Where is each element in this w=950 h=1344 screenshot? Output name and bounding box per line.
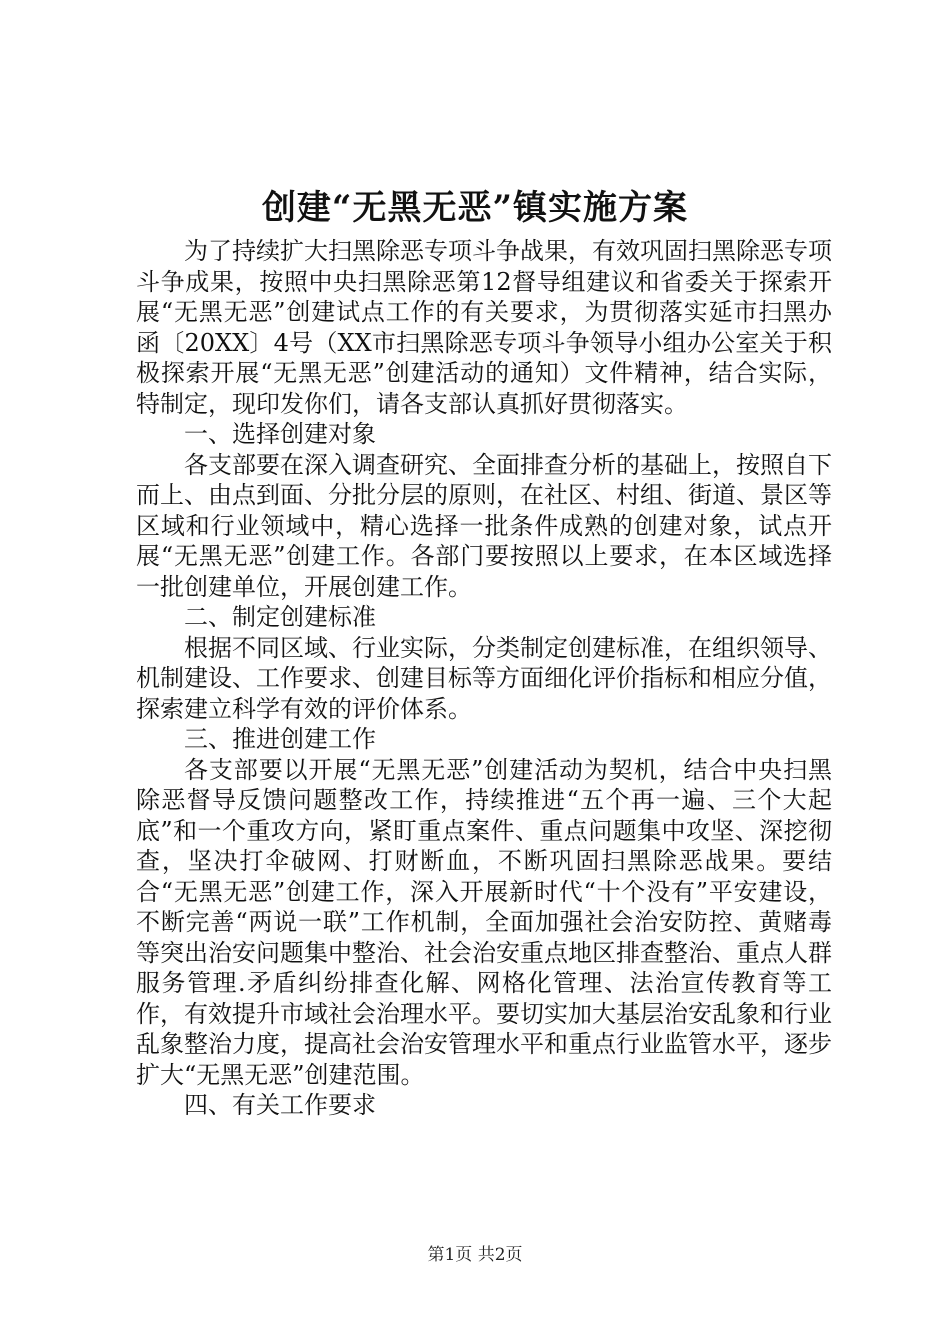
section-heading-1: 一、选择创建对象 bbox=[184, 420, 376, 448]
document-title: 创建“无黑无恶”镇实施方案 bbox=[261, 188, 689, 228]
intro-paragraph: 为了持续扩大扫黑除恶专项斗争战果，有效巩固扫黑除恶专项斗争成果，按照中央扫黑除恶第12督导组建议和省委关于探索开展“无黑无恶”创建试点工作的有关要求，为贯彻落实延市扫黑办函〔20XX〕4号（XX市扫黑除恶专项斗争领导小组办公室关于积极探索开展“无黑无恶”创建活动的通知）文件精神，结合实际，特制定，现印发你们，请各支部认真抓好贯彻落实。 bbox=[136, 237, 832, 418]
section-heading-3: 三、推进创建工作 bbox=[184, 725, 376, 753]
section-1-paragraph: 各支部要在深入调查研究、全面排查分析的基础上，按照自下而上、由点到面、分批分层的原则，在社区、村组、街道、景区等区域和行业领域中，精心选择一批条件成熟的创建对象，试点开展“无黑无恶”创建工作。各部门要按照以上要求，在本区域选择一批创建单位，开展创建工作。 bbox=[136, 450, 832, 601]
document-body bbox=[136, 236, 832, 1121]
section-heading-2: 二、制定创建标准 bbox=[184, 603, 376, 631]
section-3-paragraph: 各支部要以开展“无黑无恶”创建活动为契机，结合中央扫黑除恶督导反馈问题整改工作，持续推进“五个再一遍、三个大起底”和一个重攻方向，紧盯重点案件、重点问题集中攻坚、深挖彻查，坚决打伞破网、打财断血，不断巩固扫黑除恶战果。要结合“无黑无恶”创建工作，深入开展新时代“十个没有”平安建设，不断完善“两说一联”工作机制，全面加强社会治安防控、黄赌毒等突出治安问题集中整治、社会治安重点地区排查整治、重点人群服务管理.矛盾纠纷排查化解、网格化管理、法治宣传教育等工作，有效提升市域社会治理水平。要切实加大基层治安乱象和行业乱象整治力度，提高社会治安管理水平和重点行业监管水平，逐步扩大“无黑无恶”创建范围。 bbox=[136, 755, 832, 1089]
section-2-paragraph: 根据不同区域、行业实际，分类制定创建标准，在组织领导、机制建设、工作要求、创建目标等方面细化评价指标和相应分值，探索建立科学有效的评价体系。 bbox=[136, 633, 832, 723]
page-footer: 第1页 共2页 bbox=[427, 1245, 523, 1265]
section-heading-4: 四、有关工作要求 bbox=[184, 1091, 376, 1119]
